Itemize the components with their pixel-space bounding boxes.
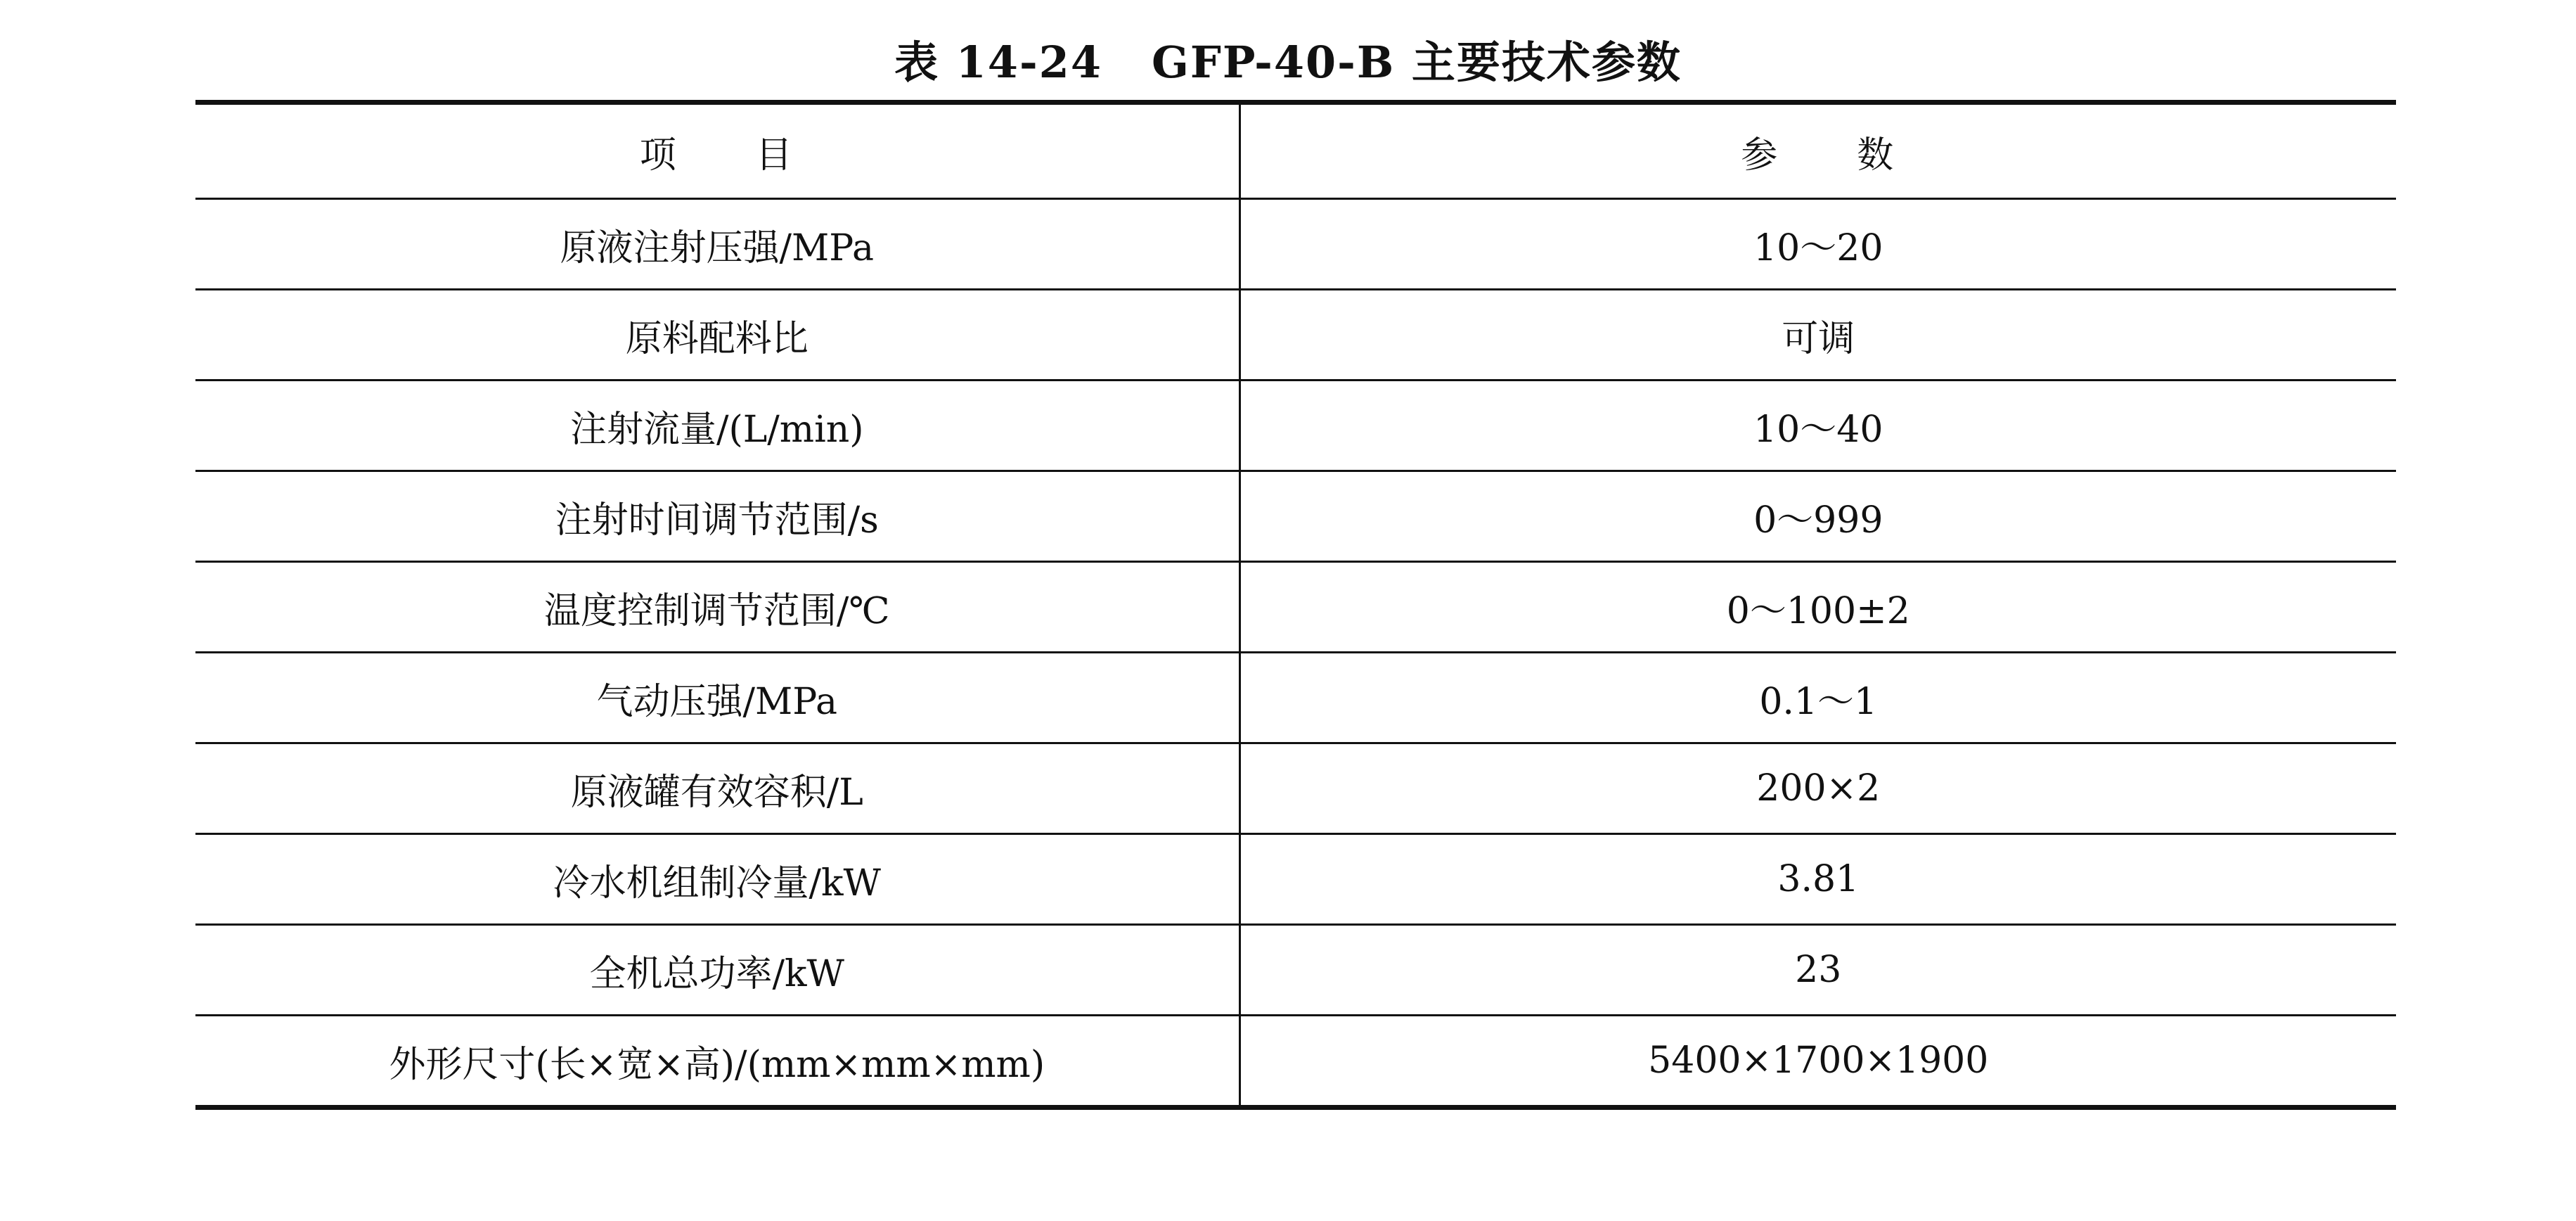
header-item: 项 目 (195, 103, 1239, 199)
row-value-cell: 23 (1239, 925, 2396, 1016)
table-row (195, 925, 2396, 1016)
row-item-cell: 全机总功率/kW (195, 925, 1239, 1016)
row-item-cell: 原液罐有效容积/L (195, 743, 1239, 834)
table-row (195, 471, 2396, 562)
row-value-cell: 可调 (1239, 290, 2396, 381)
table-row (195, 562, 2396, 653)
row-value-cell: 0.1～1 (1239, 653, 2396, 743)
row-item-cell: 原液注射压强/MPa (195, 199, 1239, 290)
row-value-cell: 3.81 (1239, 834, 2396, 925)
parameters-table-container (195, 100, 2396, 1110)
row-value-cell: 10～20 (1239, 199, 2396, 290)
table-row (195, 743, 2396, 834)
table-row (195, 290, 2396, 381)
row-item-cell: 原料配料比 (195, 290, 1239, 381)
table-caption (0, 20, 2576, 97)
table-row (195, 834, 2396, 925)
table-title: GFP-40-B 主要技术参数 (1151, 36, 1682, 88)
parameters-table (195, 100, 2396, 1110)
table-number: 表 14-24 (894, 36, 1102, 88)
row-item-cell: 外形尺寸(长×宽×高)/(mm×mm×mm) (195, 1016, 1239, 1108)
header-parameter: 参 数 (1239, 103, 2396, 199)
row-value-cell: 0～999 (1239, 471, 2396, 562)
row-item-cell: 气动压强/MPa (195, 653, 1239, 743)
row-item-cell: 温度控制调节范围/℃ (195, 562, 1239, 653)
row-value-cell: 200×2 (1239, 743, 2396, 834)
row-value-cell: 0～100±2 (1239, 562, 2396, 653)
table-row (195, 1016, 2396, 1108)
row-item-cell: 冷水机组制冷量/kW (195, 834, 1239, 925)
table-row (195, 653, 2396, 743)
table-row (195, 199, 2396, 290)
row-item-cell: 注射时间调节范围/s (195, 471, 1239, 562)
table-header-row (195, 103, 2396, 199)
row-value-cell: 5400×1700×1900 (1239, 1016, 2396, 1108)
row-value-cell: 10～40 (1239, 381, 2396, 471)
table-row (195, 381, 2396, 471)
row-item-cell: 注射流量/(L/min) (195, 381, 1239, 471)
